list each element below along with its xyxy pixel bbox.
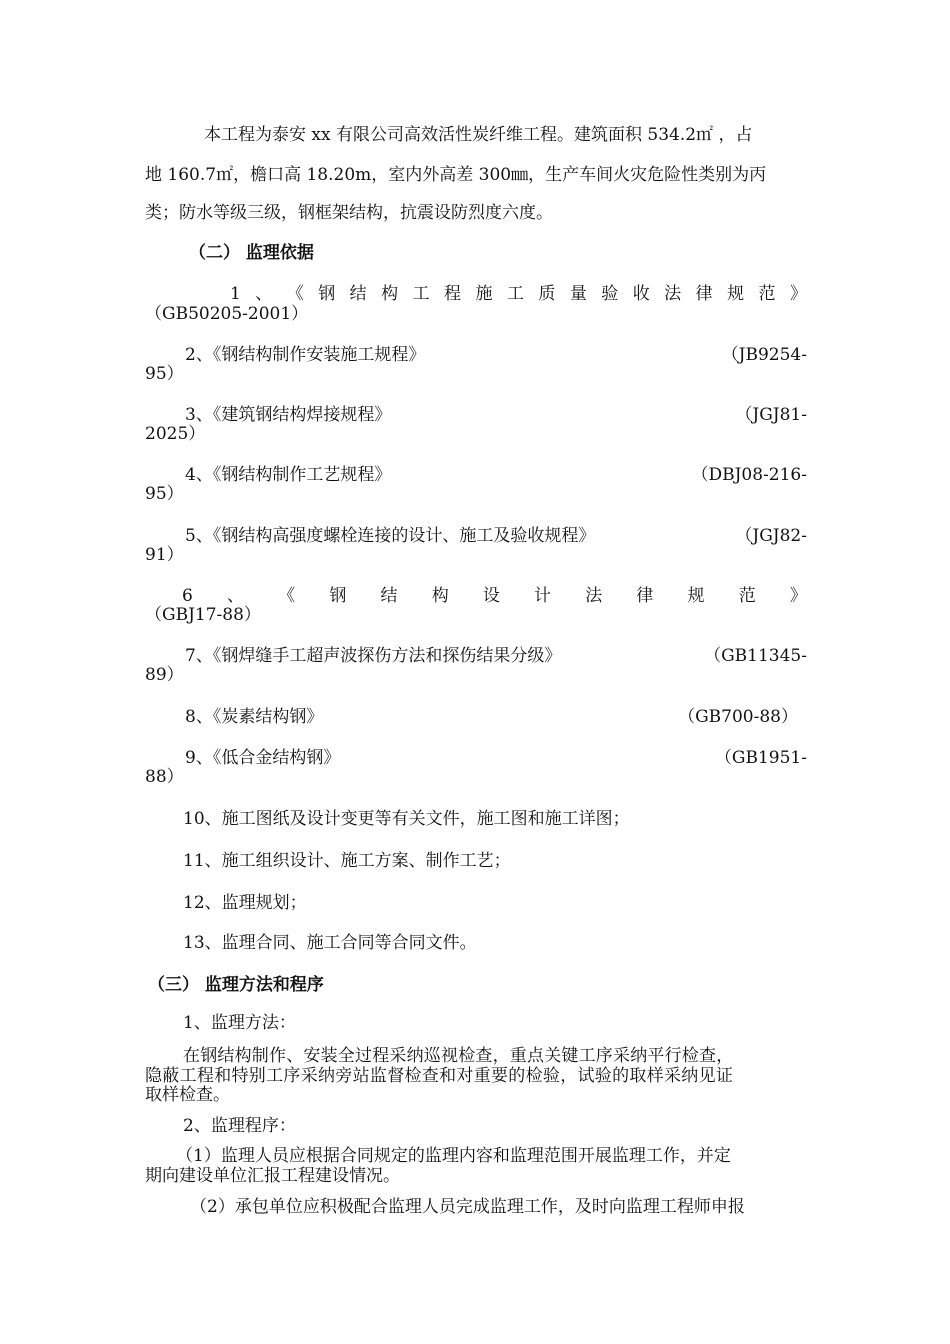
basis-item-6-char: 结 xyxy=(380,586,398,606)
basis-item-4-code-cont: 95） xyxy=(145,484,184,504)
method-line-1: 在钢结构制作、安装全过程采纳巡视检查，重点关键工序采纳平行检查， xyxy=(183,1046,734,1066)
basis-item-1-char: 范 xyxy=(758,284,776,304)
basis-item-6-char: 构 xyxy=(431,586,449,606)
basis-item-6-char: 》 xyxy=(789,586,807,606)
basis-item-5: 5、《钢结构高强度螺栓连接的设计、施工及验收规程》 xyxy=(185,526,596,546)
basis-item-1-char: 《 xyxy=(286,284,304,304)
basis-item-3-code: （JGJ81- xyxy=(735,405,807,425)
basis-item-3: 3、《建筑钢结构焊接规程》 xyxy=(185,405,392,425)
basis-item-6-char: 设 xyxy=(482,586,500,606)
basis-item-10: 10、施工图纸及设计变更等有关文件，施工图和施工详图； xyxy=(183,809,630,829)
basis-item-9-code: （GB1951- xyxy=(714,748,807,768)
basis-item-1-char: 钢 xyxy=(318,284,336,304)
basis-item-1-char: 构 xyxy=(381,284,399,304)
basis-item-1-char: 律 xyxy=(695,284,713,304)
basis-item-6-char: 《 xyxy=(278,586,296,606)
basis-item-8-code: （GB700-88） xyxy=(678,707,798,727)
basis-item-1-char: 法 xyxy=(664,284,682,304)
basis-item-2: 2、《钢结构制作安装施工规程》 xyxy=(185,345,426,365)
method-title: 1、监理方法： xyxy=(183,1013,296,1033)
procedure-title: 2、监理程序： xyxy=(183,1116,296,1136)
basis-item-1-char: 量 xyxy=(569,284,587,304)
basis-item-5-code-cont: 91） xyxy=(145,545,184,565)
basis-item-7-code: （GB11345- xyxy=(704,646,807,666)
procedure-1-line-1: （1）监理人员应根据合同规定的监理内容和监理范围开展监理工作，并定 xyxy=(176,1146,731,1166)
basis-item-9: 9、《低合金结构钢》 xyxy=(185,748,341,768)
basis-item-1-char: 规 xyxy=(727,284,745,304)
basis-item-6-code: （GBJ17-88） xyxy=(145,605,261,625)
basis-item-6-char: 、 xyxy=(227,586,244,606)
basis-item-4: 4、《钢结构制作工艺规程》 xyxy=(185,465,392,485)
basis-item-12: 12、监理规划； xyxy=(183,893,307,913)
basis-item-4-code: （DBJ08-216- xyxy=(691,465,807,485)
intro-line-3: 类；防水等级三级，钢框架结构，抗震设防烈度六度。 xyxy=(145,203,553,223)
basis-item-7-code-cont: 89） xyxy=(145,665,184,685)
basis-item-2-code-cont: 95） xyxy=(145,364,184,384)
basis-item-1-char: 收 xyxy=(632,284,650,304)
section-3-heading: （三） 监理方法和程序 xyxy=(148,975,324,995)
basis-item-6-char: 范 xyxy=(738,586,756,606)
basis-item-6-char: 计 xyxy=(534,586,552,606)
basis-item-2-code: （JB9254- xyxy=(721,345,807,365)
basis-item-1-char: 施 xyxy=(475,284,493,304)
basis-item-11: 11、施工组织设计、施工方案、制作工艺； xyxy=(183,851,511,871)
intro-line-1: 本工程为泰安 xx 有限公司高效活性炭纤维工程。建筑面积 534.2㎡ ，占 xyxy=(204,125,753,145)
basis-item-9-code-cont: 88） xyxy=(145,767,184,787)
basis-item-6-char: 法 xyxy=(585,586,603,606)
basis-item-1-char: 工 xyxy=(506,284,524,304)
procedure-1-line-2: 期向建设单位汇报工程建设情况。 xyxy=(145,1166,400,1186)
basis-item-1-char: 程 xyxy=(444,284,461,304)
basis-item-1-char: 》 xyxy=(789,284,807,304)
basis-item-6-char: 规 xyxy=(687,586,705,606)
basis-item-6 xyxy=(182,586,807,606)
basis-item-13: 13、监理合同、施工合同等合同文件。 xyxy=(183,933,477,953)
basis-item-8: 8、《炭素结构钢》 xyxy=(185,707,324,727)
section-2-heading: （二） 监理依据 xyxy=(189,243,314,263)
basis-item-6-char: 钢 xyxy=(329,586,347,606)
basis-item-1-char: 1 xyxy=(230,284,241,304)
method-line-2: 隐蔽工程和特别工序采纳旁站监督检查和对重要的检验，试验的取样采纳见证 xyxy=(145,1066,734,1086)
basis-item-1-char: 结 xyxy=(349,284,367,304)
basis-item-3-code-cont: 2025） xyxy=(145,424,206,444)
basis-item-1-char: 工 xyxy=(412,284,430,304)
procedure-2-line-1: （2）承包单位应积极配合监理人员完成监理工作，及时向监理工程师申报 xyxy=(190,1197,745,1217)
basis-item-1-char: 质 xyxy=(538,284,556,304)
basis-item-1-char: 验 xyxy=(601,284,619,304)
method-line-3: 取样检查。 xyxy=(145,1085,230,1105)
basis-item-1-char: 、 xyxy=(255,284,273,304)
basis-item-5-code: （JGJ82- xyxy=(735,526,807,546)
intro-line-2: 地 160.7㎡，檐口高 18.20m，室内外高差 300㎜，生产车间火灾危险性类别为丙 xyxy=(145,165,767,185)
basis-item-1 xyxy=(230,284,807,304)
basis-item-6-char: 律 xyxy=(636,586,654,606)
basis-item-7: 7、《钢焊缝手工超声波探伤方法和探伤结果分级》 xyxy=(185,646,562,666)
basis-item-1-code: （GB50205-2001） xyxy=(145,304,309,324)
basis-item-6-char: 6 xyxy=(182,586,193,606)
